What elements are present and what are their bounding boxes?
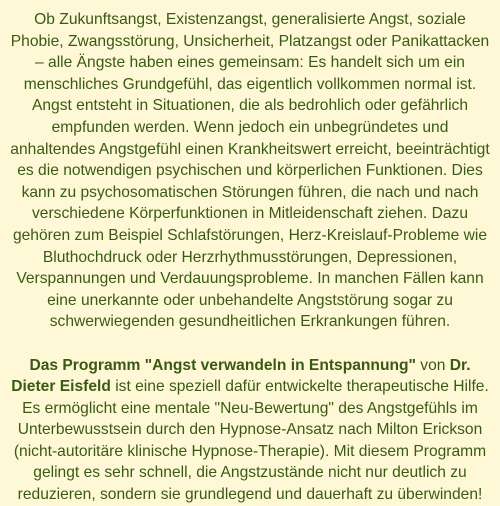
author-name: Dr. Dieter Eisfeld [11,356,471,396]
intro-paragraph: Ob Zukunftsangst, Existenzangst, generalisierte Angst, soziale Phobie, Zwangsstörung, Unsicherheit, Platzangst oder Panikattacken – alle Ängste haben eines gemeinsam: Es handelt sich um ein menschliches Grundgefühl, das eigentlich vollkommen normal ist. Angst entsteht in Situationen, die als bedrohlich oder gefährlich empfunden werden. Wenn jedoch ein unbegründetes und anhaltendes Angstgefühl einen Krankheitswert erreicht, beeinträchtigt es die notwendigen psychischen und körperlichen Funktionen. Dies kann zu psychosomatischen Störungen führen, die nach und nach verschiedene Körperfunktionen in Mitleidenschaft ziehen. Dazu gehören zum Beispiel Schlafstörungen, Herz-Kreislauf-Probleme wie Bluthochdruck oder Herzrhythmusstörungen, Depressionen, Verspannungen und Verdauungsprobleme. In manchen Fällen kann eine unerkannte oder unbehandelte Angststörung sogar zu schwerwiegenden gesundheitlichen Erkrankungen führen. [10,11,490,331]
program-text-connector: von [415,356,450,374]
paragraph-spacer [10,333,490,355]
program-name: Das Programm "Angst verwandeln in Entspannung" [29,356,416,374]
program-description: ist eine speziell dafür entwickelte therapeutische Hilfe. Es ermöglicht eine mentale "Neu-Bewertung" des Angstgefühls im Unterbewusstsein durch den Hypnose-Ansatz nach Milton Erickson (nicht-autoritäre klinische Hypnose-Therapie). Mit diesem Programm gelingt es sehr schnell, die Angstzustände nicht nur deutlich zu reduzieren, sondern sie grundlegend und dauerhaft zu überwinden! [13,378,489,504]
program-paragraph [10,355,490,506]
